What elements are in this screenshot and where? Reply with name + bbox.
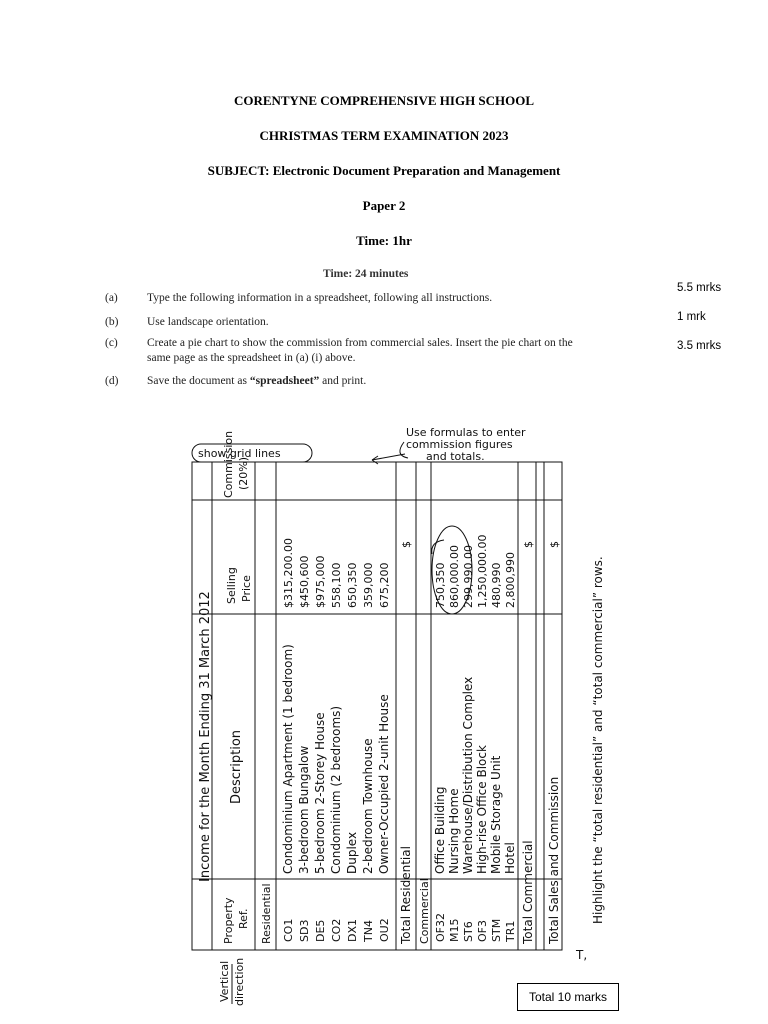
total-sales-label: Total Sales and Commission — [547, 776, 561, 944]
com-desc-6: Hotel — [503, 842, 517, 874]
item-b-text: Use landscape orientation. — [147, 316, 269, 328]
res-desc-2: 3-bedroom Bungalow — [297, 745, 311, 874]
res-ref-5: DX1 — [346, 918, 359, 942]
item-a-marks: 5.5 mrks — [677, 282, 722, 294]
item-b-label: (b) — [105, 316, 119, 328]
item-a-label: (a) — [105, 292, 118, 304]
total-residential-label: Total Residential — [399, 846, 413, 944]
com-ref-1: OF32 — [434, 913, 447, 942]
com-ref-5: STM — [490, 918, 503, 942]
com-ref-4: OF3 — [476, 920, 489, 942]
com-desc-3: Warehouse/Distribution Complex — [461, 676, 475, 874]
highlight-note: Highlight the “total residential” and “total commercial” rows. — [591, 556, 605, 924]
show-grid-note: show grid lines — [198, 447, 281, 460]
vertical-note-2: direction — [233, 957, 246, 1006]
header-description: Description — [229, 729, 244, 804]
handwritten-spreadsheet — [0, 404, 768, 1024]
res-ref-2: SD3 — [298, 919, 311, 942]
total-residential-dollar: $ — [400, 541, 413, 548]
res-desc-3: 5-bedroom 2-Storey House — [313, 712, 327, 874]
total-commercial-dollar: $ — [522, 541, 535, 548]
res-desc-5: Duplex — [345, 831, 359, 874]
res-ref-7: OU2 — [378, 918, 391, 942]
header-ref-2: Ref. — [237, 908, 250, 929]
school-name: CORENTYNE COMPREHENSIVE HIGH SCHOOL — [233, 93, 535, 108]
item-a-text: Type the following information in a spreadsheet, following all instructions. — [147, 292, 493, 304]
res-desc-6: 2-bedroom Townhouse — [361, 738, 375, 874]
formula-note-line2: commission figures — [406, 438, 513, 451]
header-price-2: Price — [240, 575, 253, 602]
res-desc-1: Condominium Apartment (1 bedroom) — [281, 644, 295, 874]
item-c-text-line2: same page as the spreadsheet in (a) (i) above. — [147, 352, 356, 364]
item-c-marks: 3.5 mrks — [677, 340, 722, 352]
res-price-1: $315,200.00 — [282, 538, 295, 608]
formula-note-line3: and totals. — [426, 450, 485, 463]
total-commercial-label: Total Commercial — [521, 840, 535, 944]
com-price-1: 750,350 — [434, 562, 447, 608]
commercial-label: Commercial — [418, 878, 431, 944]
question-time: Time: 24 minutes — [323, 268, 409, 280]
total-sales-dollar: $ — [548, 541, 561, 548]
res-ref-3: DE5 — [314, 919, 327, 942]
com-ref-6: TR1 — [504, 920, 517, 942]
subject-line: SUBJECT: Electronic Document Preparation and Management — [207, 163, 561, 178]
sheet-title: Income for the Month Ending 31 March 2012 — [198, 591, 213, 882]
item-c-text-line1: Create a pie chart to show the commission from commercial sales. Insert the pie chart on the — [147, 337, 573, 349]
corner-mark: T, — [576, 948, 588, 962]
res-price-5: 650,350 — [346, 562, 359, 608]
res-price-3: $975,000 — [314, 555, 327, 608]
header-commission-1: Commission — [222, 430, 235, 498]
item-d-text: Save the document as “spreadsheet” and print. — [147, 375, 367, 387]
header-price-1: Selling — [225, 567, 238, 604]
com-price-5: 480,990 — [490, 562, 503, 608]
item-c-label: (c) — [105, 337, 118, 349]
total-marks-box: Total 10 marks — [517, 983, 619, 1011]
res-ref-6: TN4 — [362, 920, 375, 942]
exam-duration: Time: 1hr — [356, 233, 412, 248]
res-ref-4: CO2 — [330, 918, 343, 942]
formula-note-arrowhead — [372, 456, 378, 464]
com-desc-4: High-rise Office Block — [475, 745, 489, 874]
item-b-marks: 1 mrk — [677, 311, 706, 323]
com-ref-2: M15 — [448, 918, 461, 942]
header-commission-2: (20%) — [237, 456, 250, 490]
res-price-2: $450,600 — [298, 555, 311, 608]
paper-number: Paper 2 — [362, 198, 406, 213]
com-ref-3: ST6 — [462, 921, 475, 942]
com-price-6: 2,800,990 — [504, 552, 517, 608]
com-desc-5: Mobile Storage Unit — [489, 755, 503, 874]
res-price-4: 558,100 — [330, 562, 343, 608]
item-d-label: (d) — [105, 375, 119, 387]
res-ref-1: CO1 — [282, 918, 295, 942]
com-price-2: 860,000.00 — [448, 545, 461, 608]
res-price-6: 359,000 — [362, 562, 375, 608]
res-price-7: 675,200 — [378, 562, 391, 608]
vertical-note-1: Vertical — [218, 960, 231, 1002]
com-price-4: 1,250,000.00 — [476, 534, 489, 608]
res-desc-7: Owner-Occupied 2-unit House — [377, 694, 391, 874]
header-ref-1: Property — [222, 897, 235, 944]
com-desc-2: Nursing Home — [447, 788, 461, 874]
com-price-3: 299,990.00 — [462, 545, 475, 608]
formula-note-line1: Use formulas to enter — [406, 426, 526, 439]
residential-label: Residential — [260, 883, 273, 944]
exam-title: CHRISTMAS TERM EXAMINATION 2023 — [259, 128, 509, 143]
com-desc-1: Office Building — [433, 786, 447, 874]
res-desc-4: Condominium (2 bedrooms) — [329, 705, 343, 874]
